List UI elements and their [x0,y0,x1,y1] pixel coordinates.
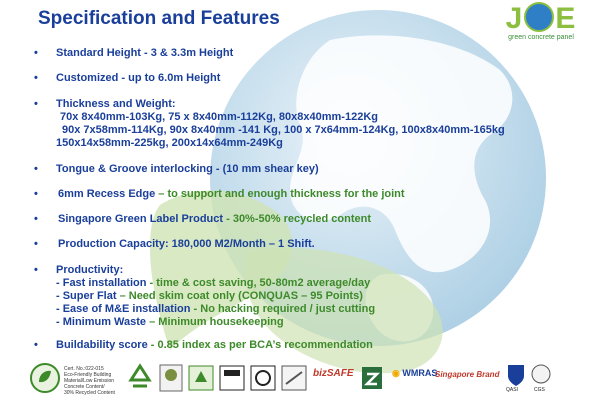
logo-word: J E [505,2,577,35]
productivity-line: - Super Flat – Need skim coat only (CONQUAS – 95 Points) [56,290,363,302]
bullet-marker: • [34,163,38,175]
green-label-cert-text: Cert. No.:022-015 Eco-Friendly Building Material/Low Emission Concrete Content/ 30% Recycled Content [64,366,115,396]
cgs-seal-icon [530,362,552,388]
bullet-marker: • [34,188,38,200]
thickness-line: 150x14x58mm-225kg, 200x14x64mm-249Kg [56,137,283,149]
quality-mark-icon [360,362,384,394]
productivity-line: - Minimum Waste – Minimum housekeeping [56,316,284,328]
cgs-label: CGS [534,387,545,393]
bullet-marker: • [34,47,38,59]
ukas-mark-icon [249,362,277,394]
bullet-marker: • [34,213,38,225]
bullet-marker: • [34,339,38,351]
recycle-icon [125,362,155,394]
thickness-line: 90x 7x58mm-114Kg, 90x 8x40mm -141 Kg, 100 x 7x64mm-124Kg, 100x8x40mm-165kg [62,124,505,136]
feature-list: • Standard Height - 3 & 3.3m Height • Customized - up to 6.0m Height • Thickness and Weight: 70x 8x40mm-103Kg, 75 x 8x40mm-112Kg, 80x8x40mm-122Kg 90x 7x58mm-114Kg, 90x 8x40mm -141 Kg, 100 x 7x64mm-124Kg, 100x8x40mm-165kg 150x14x58mm-225kg, 200x14x64mm-249Kg • Tongue & Groove interlocking - (10 mm shear key) • 6mm Recess Edge – to support and enough thickness for the joint • Singapore Green Label Product - 30%-50% recycled content • Production Capacity: 180,000 M2/Month – 1 Shift. • Productivity: - Fast installation - time & cost saving, 50-80m2 average/day - Super Flat – Need skim coat only (CONQUAS – 95 Points) - Ease of M&E installation - No hacking required / just cutting - Minimum Waste – Minimum housekeeping • Buildability score - 0.85 index as per BCA’s recommendation [34,47,505,351]
wmras-mark-icon: ◉ [392,368,403,378]
bullet-marker: • [34,238,38,250]
certification-strip [30,362,590,396]
accreditation-icon [280,362,308,394]
wmras-logo: ◉ WMRAS [392,368,438,378]
qasi-label: QASI [506,387,518,393]
bizsafe-logo: bizSAFE [313,368,354,379]
productivity-line: - Ease of M&E installation - No hacking required / just cutting [56,303,376,315]
bullet-marker: • [34,264,38,276]
thickness-line: 70x 8x40mm-103Kg, 75 x 8x40mm-112Kg, 80x8x40mm-122Kg [60,111,378,123]
bullet-marker: • [34,98,38,110]
bullet-marker: • [34,72,38,84]
logo-subtitle: green concrete panel [508,34,574,41]
productivity-line: - Fast installation - time & cost saving, 50-80m2 average/day [56,277,371,289]
singapore-brand-logo: Singapore Brand [435,370,500,379]
qasi-shield-icon [506,362,526,388]
green-mark-icon [187,362,215,394]
qa-certificate-icon [218,362,246,394]
certificate-badge-icon [158,362,184,394]
green-label-seal-icon [30,362,60,394]
page-title: Specification and Features [38,8,280,29]
